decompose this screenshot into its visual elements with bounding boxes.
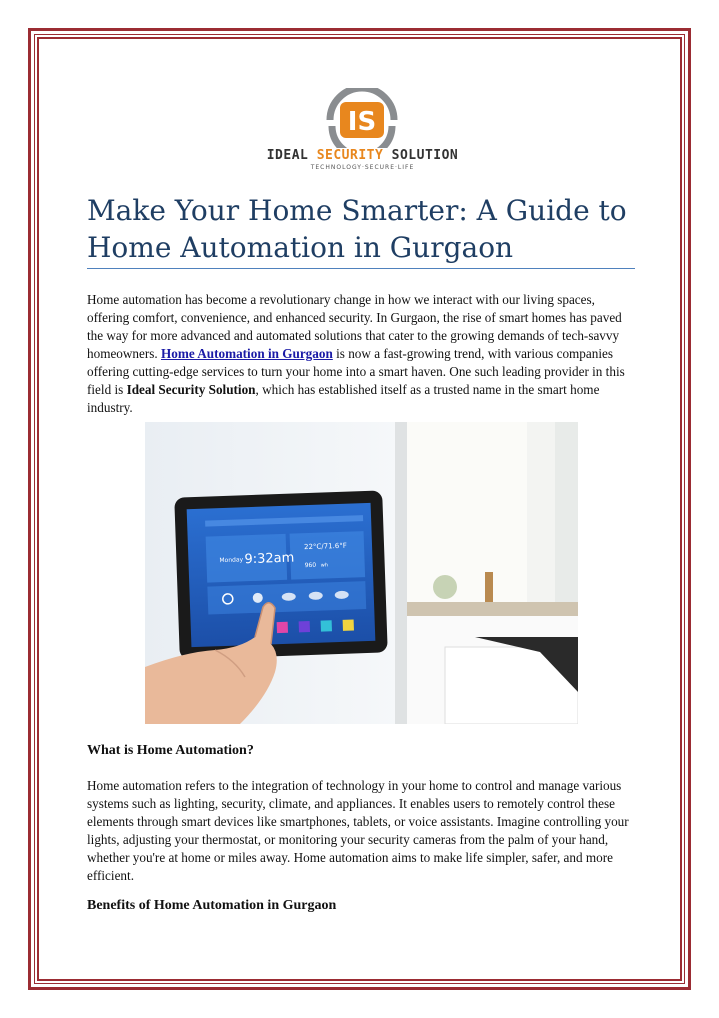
intro-text-closing: , which has established itself as a trusted name in the smart home industry. bbox=[87, 382, 600, 415]
screen-humidity-unit: wh bbox=[320, 562, 329, 569]
company-logo bbox=[250, 88, 475, 184]
logo-wordmark bbox=[250, 148, 475, 163]
company-name-bold: Ideal Security Solution bbox=[126, 382, 256, 397]
page-title-line1: Make Your Home Smarter: A Guide to bbox=[87, 194, 627, 227]
section-body-what-is: Home automation refers to the integration of technology in your home to control and manage various systems such as lighting, security, climate, and appliances. It enables users to remotely control these elements through smart devices like smartphones, tablets, or voice assistants. Imagine controlling your lights, adjusting your thermostat, or monitoring your security cameras from the palm of your hand, whether you're at home or miles away. Home automation aims to make life simpler, safer, and more efficient. bbox=[87, 778, 629, 883]
screen-temp-text: 22°C/71.6°F bbox=[303, 541, 347, 552]
title-underline bbox=[87, 268, 635, 269]
home-automation-link[interactable]: Home Automation in Gurgaon bbox=[160, 346, 333, 361]
screen-time-text: 9:32am bbox=[244, 550, 295, 568]
section-heading-benefits: Benefits of Home Automation in Gurgaon bbox=[87, 898, 337, 913]
logo-tagline: TECHNOLOGY·SECURE·LIFE bbox=[310, 164, 415, 171]
screen-humidity-text: 960 bbox=[304, 561, 317, 570]
intro-text: Home automation has become a revolutionary change in how we interact with our living spaces, offering comfort, convenience, and enhanced security. In Gurgaon, the rise of smart homes has paved the way for more advanced and automated solutions that cater to the growing demands of tech-savvy homeowners. bbox=[87, 292, 622, 361]
page-title bbox=[87, 192, 647, 266]
intro-text-continued: is now a fast-growing trend, with various companies offering cutting-edge services to turn your home into a smart haven. One such leading provider in this field is bbox=[87, 346, 625, 397]
page-title-line2: Home Automation in Gurgaon bbox=[87, 231, 514, 264]
logo-word-solution: SOLUTION bbox=[383, 148, 459, 163]
screen-day-text: Monday bbox=[219, 556, 244, 565]
smart-home-tablet-photo bbox=[145, 422, 578, 724]
logo-monogram-icon bbox=[250, 88, 475, 148]
logo-word-security: SECURITY bbox=[316, 148, 384, 163]
section-heading-what-is: What is Home Automation? bbox=[87, 743, 254, 758]
intro-paragraph bbox=[87, 291, 635, 417]
logo-word-ideal: IDEAL bbox=[266, 148, 317, 163]
logo-monogram: IS bbox=[347, 107, 377, 137]
